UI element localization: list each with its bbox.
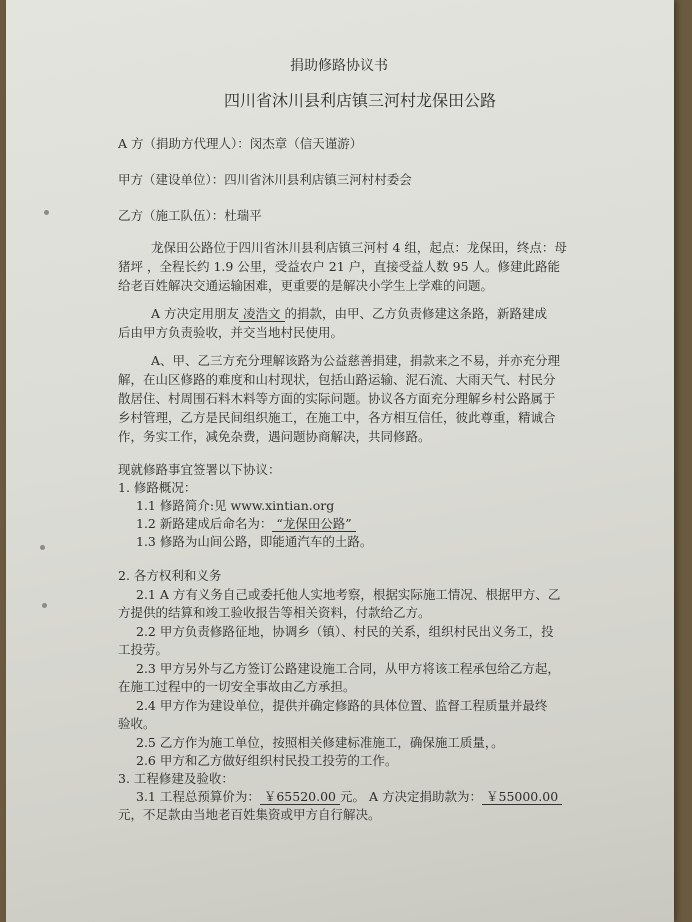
- item-2-1: 方提供的结算和竣工验收报告等相关资料，付款给乙方。: [118, 605, 431, 620]
- p1-line: 给老百姓解决交通运输困难，更重要的是解决小学生上学难的问题。: [118, 278, 494, 293]
- section-3: 3. 工程修建及验收：: [118, 771, 234, 786]
- section-1: 1. 修路概况：: [118, 480, 197, 495]
- friend-name: 凌浩文: [239, 306, 285, 322]
- item-1-2: [136, 515, 356, 532]
- party-jia: 甲方（建设单位）：四川省沐川县利店镇三河村村委会: [118, 172, 412, 187]
- doc-title: 捐助修路协议书: [290, 58, 388, 74]
- p2-pre: A 方决定用朋友: [151, 306, 240, 321]
- p3-line: 乡村管理，乙方是民间组织施工，在施工中，各方相互信任，彼此尊重，精诚合: [118, 410, 556, 425]
- item-3-1-mid: 元。 A 方决定捐助款为：: [340, 789, 482, 804]
- p1-line: 猪坪 ，全程长约 1.9 公里，受益农户 21 户，直接受益人数 95 人。修建此路能: [118, 259, 561, 274]
- item-2-6: 2.6 甲方和乙方做好组织村民投工投劳的工作。: [136, 753, 398, 768]
- item-2-3: 2.3 甲方另外与乙方签订公路建设施工合同，从甲方将该工程承包给乙方起，: [136, 661, 560, 676]
- p3-line: A、甲、乙三方充分理解该路为公益慈善捐建，捐款来之不易，并亦充分理: [151, 353, 561, 368]
- item-2-1: 2.1 A 方有义务自己或委托他人实地考察，根据实际施工情况、根据甲方、乙: [136, 587, 561, 602]
- p2-post: 的捐款，由甲、乙方负责修建这条路，新路建成: [284, 306, 548, 321]
- item-2-4: 验收。: [118, 716, 156, 731]
- section-2: 2. 各方权利和义务: [118, 568, 222, 583]
- p3-line: 作，务实工作，减免杂费，遇问题协商解决，共同修路。: [118, 429, 431, 444]
- road-name: “龙保田公路”: [272, 516, 355, 532]
- item-2-2: 工投劳。: [118, 642, 169, 657]
- item-1-3: 1.3 修路为山间公路，即能通汽车的土路。: [136, 534, 373, 549]
- p1-line: 龙保田公路位于四川省沐川县利店镇三河村 4 组，起点：龙保田，终点：母: [151, 240, 567, 255]
- doc-subtitle: 四川省沐川县利店镇三河村龙保田公路: [224, 91, 497, 110]
- p2-line: [151, 305, 547, 322]
- item-3-1: 元，不足款由当地老百姓集资或甲方自行解决。: [118, 807, 381, 822]
- item-1-1: 1.1 修路简介:见 www.xintian.org: [136, 498, 335, 513]
- party-a: A 方（捐助方代理人）：闵杰章（信天谨游）: [118, 136, 363, 151]
- donation-amount: ￥55000.00: [482, 789, 562, 805]
- item-3-1-pre: 3.1 工程总预算价为：: [136, 789, 260, 804]
- punch-hole: [44, 210, 49, 215]
- item-2-4: 2.4 甲方作为建设单位，提供并确定修路的具体位置、监督工程质量并最终: [136, 698, 548, 713]
- p2-line: 后由甲方负责验收，并交当地村民使用。: [118, 325, 344, 340]
- party-yi: 乙方（施工队伍）：杜瑞平: [118, 208, 262, 223]
- item-2-2: 2.2 甲方负责修路征地，协调乡（镇）、村民的关系，组织村民出义务工，投: [136, 624, 554, 639]
- intro: 现就修路事宜签署以下协议：: [118, 462, 281, 477]
- item-3-1: [136, 788, 562, 805]
- item-1-2-pre: 1.2 新路建成后命名为：: [136, 516, 273, 531]
- item-2-5: 2.5 乙方作为施工单位，按照相关修建标准施工，确保施工质量，。: [136, 735, 504, 750]
- p3-line: 散居住、村周围石料木料等方面的实际问题。协议各方面充分理解乡村公路属于: [118, 391, 556, 406]
- document-page: [6, 0, 674, 922]
- p3-line: 解，在山区修路的难度和山村现状，包括山路运输、泥石流、大雨天气、村民分: [118, 372, 556, 387]
- budget-amount: ￥65520.00: [260, 789, 340, 805]
- punch-hole: [40, 545, 45, 550]
- item-2-3: 在施工过程中的一切安全事故由乙方承担。: [118, 679, 356, 694]
- punch-hole: [42, 603, 47, 608]
